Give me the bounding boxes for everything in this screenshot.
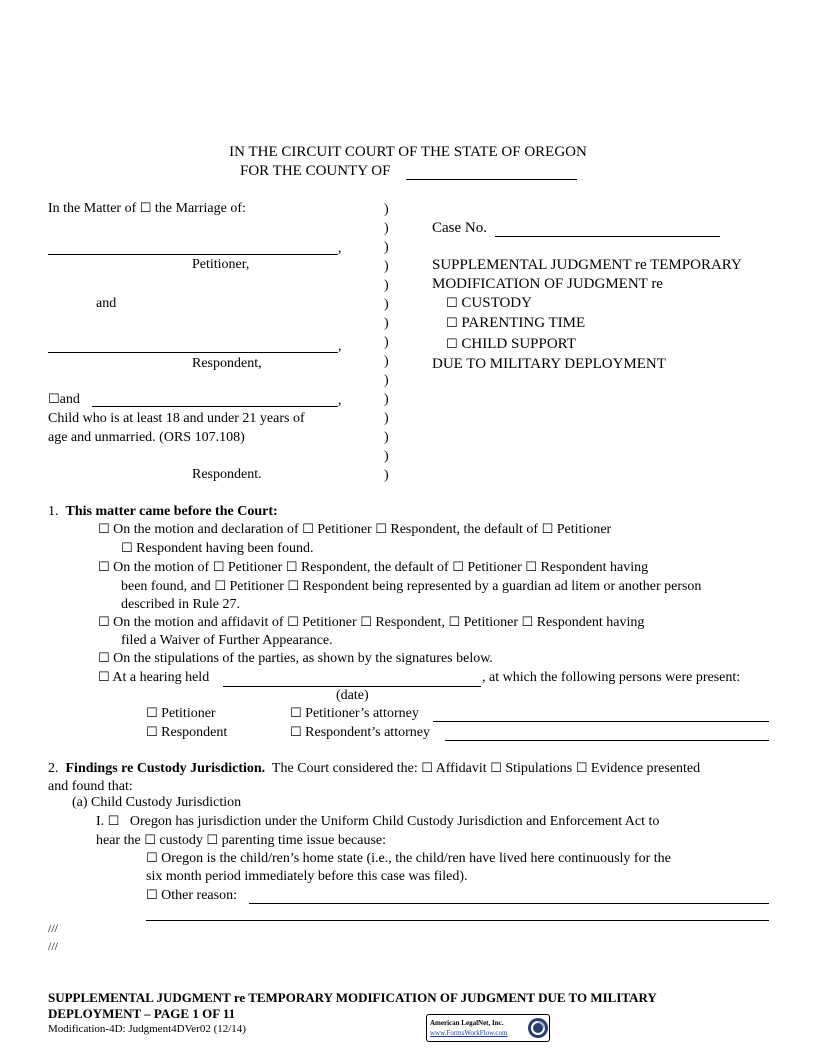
- footer-title-2: DEPLOYMENT – PAGE 1 OF 11: [48, 1006, 236, 1021]
- other-reason-blank[interactable]: [249, 903, 769, 904]
- checkbox[interactable]: ☐: [98, 560, 110, 575]
- checkbox[interactable]: ☐: [521, 615, 534, 630]
- section1-number: 1.: [48, 504, 59, 519]
- court-heading: IN THE CIRCUIT COURT OF THE STATE OF OREGON: [229, 144, 587, 160]
- checkbox[interactable]: ☐: [448, 615, 461, 630]
- respondent-attorney-blank[interactable]: [445, 740, 769, 741]
- child-name-blank[interactable]: [92, 406, 338, 407]
- present-petitioner-attorney: [290, 707, 419, 721]
- text: Petitioner: [302, 615, 357, 630]
- checkbox[interactable]: ☐: [98, 615, 110, 630]
- text: Stipulations: [505, 761, 573, 776]
- continuation-slashes: ///: [48, 939, 59, 953]
- case-no-blank[interactable]: [495, 236, 720, 237]
- text: custody: [159, 833, 203, 848]
- child-description-2: age and unmarried. (ORS 107.108): [48, 430, 245, 445]
- paren: ): [384, 221, 389, 236]
- text: Respondent’s attorney: [305, 725, 430, 740]
- respondent-name-blank[interactable]: [48, 352, 338, 353]
- checkbox[interactable]: ☐: [144, 833, 156, 848]
- text: Respondent, the default of: [300, 560, 449, 575]
- section2-title: Findings re Custody Jurisdiction.: [65, 761, 266, 776]
- text: parenting time issue because:: [221, 833, 387, 848]
- home-state-line: [146, 852, 671, 866]
- matter-checkbox[interactable]: ☐: [139, 201, 152, 216]
- s1-motion-declaration: [98, 523, 611, 537]
- text: Petitioner: [227, 560, 283, 575]
- text: Petitioner: [161, 706, 216, 721]
- support-label: CHILD SUPPORT: [461, 336, 576, 352]
- paren: ): [384, 297, 389, 312]
- text: Affidavit: [435, 761, 487, 776]
- date-caption: (date): [336, 688, 369, 703]
- text: Petitioner: [229, 579, 284, 594]
- text: Petitioner’s attorney: [305, 706, 419, 721]
- respondent-label: Respondent,: [192, 356, 262, 371]
- s1-motion-affidavit: [98, 616, 644, 630]
- text: The Court considered the:: [271, 761, 418, 776]
- text: Oregon is the child/ren’s home state (i.e., the child/ren have lived here continuously for the: [161, 851, 671, 866]
- paren: ): [384, 373, 389, 388]
- matter-suffix: the Marriage of:: [154, 201, 246, 216]
- footer-title-1: SUPPLEMENTAL JUDGMENT re TEMPORARY MODIFICATION OF JUDGMENT DUE TO MILITARY: [48, 990, 657, 1005]
- text: been found, and: [121, 579, 211, 594]
- text: Respondent being represented by a guardian ad litem or another person: [302, 579, 702, 594]
- found-that: and found that:: [48, 779, 133, 794]
- text: On the stipulations of the parties, as shown by the signatures below.: [113, 651, 493, 666]
- s1-motion-cont: [121, 580, 701, 594]
- checkbox[interactable]: ☐: [421, 761, 433, 776]
- child-description-1: Child who is at least 18 and under 21 years of: [48, 411, 305, 426]
- text: I.: [96, 814, 105, 829]
- text: Petitioner: [463, 615, 519, 630]
- checkbox[interactable]: ☐: [452, 560, 464, 575]
- home-state-cont: six month period immediately before this case was filed).: [146, 869, 468, 884]
- paren: ): [384, 354, 389, 369]
- paren: ): [384, 259, 389, 274]
- footer-form-id: Modification-4D: Judgment4DVer02 (12/14): [48, 1023, 246, 1035]
- paren: ): [384, 335, 389, 350]
- support-checkbox[interactable]: ☐: [446, 337, 458, 352]
- logo-url[interactable]: www.FormsWorkFlow.com: [430, 1029, 508, 1037]
- checkbox[interactable]: ☐: [98, 651, 110, 666]
- matter-prefix: In the Matter of: [48, 201, 137, 216]
- case-no-label: Case No.: [432, 220, 487, 236]
- text: On the motion and affidavit of: [113, 615, 284, 630]
- checkbox[interactable]: ☐: [212, 560, 225, 575]
- text: Respondent having been found.: [136, 541, 314, 556]
- jurisdiction-line: [96, 815, 659, 829]
- text: At a hearing held: [112, 670, 210, 685]
- respondent2-label: Respondent.: [192, 467, 262, 482]
- subsection-a: (a) Child Custody Jurisdiction: [72, 795, 242, 810]
- section1-heading: [48, 505, 278, 519]
- text: Petitioner: [556, 522, 612, 537]
- text: Respondent: [161, 725, 228, 740]
- text: Petitioner: [467, 560, 522, 575]
- s1-waiver: filed a Waiver of Further Appearance.: [121, 633, 333, 648]
- checkbox[interactable]: ☐: [490, 761, 502, 776]
- section1-title: This matter came before the Court:: [65, 504, 278, 519]
- checkbox[interactable]: ☐: [98, 522, 110, 537]
- child-checkbox[interactable]: ☐: [48, 392, 60, 407]
- text: Oregon has jurisdiction under the Uniform Child Custody Jurisdiction and Enforcement Act to: [129, 814, 660, 829]
- text: Respondent,: [375, 615, 445, 630]
- hear-line: [96, 834, 386, 848]
- judgment-title-3: DUE TO MILITARY DEPLOYMENT: [432, 356, 666, 372]
- s1-stipulations: [98, 652, 493, 666]
- checkbox[interactable]: ☐: [290, 706, 302, 721]
- option-parenting-time[interactable]: [446, 316, 585, 331]
- checkbox[interactable]: ☐: [575, 761, 588, 776]
- child-and-label: and: [59, 392, 80, 407]
- checkbox[interactable]: ☐: [146, 888, 158, 903]
- checkbox[interactable]: ☐: [302, 522, 314, 537]
- present-respondent: [146, 726, 227, 740]
- checkbox[interactable]: ☐: [214, 579, 226, 594]
- s1-motion-rule27: described in Rule 27.: [121, 597, 240, 612]
- s1-hearing-cont: , at which the following persons were present:: [482, 670, 741, 685]
- present-respondent-attorney: [290, 726, 430, 740]
- petitioner-name-blank[interactable]: [48, 254, 338, 255]
- paren: ): [384, 202, 389, 217]
- petitioner-comma: ,: [338, 241, 342, 256]
- respondent-comma: ,: [338, 339, 342, 354]
- text: hear the: [96, 833, 141, 848]
- s1-hearing: [98, 671, 209, 685]
- checkbox[interactable]: ☐: [287, 579, 300, 594]
- present-petitioner: [146, 707, 216, 721]
- text: Respondent having: [540, 560, 649, 575]
- petitioner-attorney-blank[interactable]: [433, 721, 769, 722]
- paren: ): [384, 392, 389, 407]
- paren: ): [384, 468, 389, 483]
- checkbox[interactable]: ☐: [146, 706, 158, 721]
- parenting-checkbox[interactable]: ☐: [446, 316, 458, 331]
- paren: ): [384, 430, 389, 445]
- checkbox[interactable]: ☐: [206, 833, 219, 848]
- paren: ): [384, 316, 389, 331]
- section2-number: 2.: [48, 761, 59, 776]
- and-label: and: [96, 296, 117, 311]
- text: Petitioner: [317, 522, 372, 537]
- matter-line: [48, 202, 246, 216]
- continuation-slashes: ///: [48, 921, 59, 935]
- paren: ): [384, 411, 389, 426]
- checkbox[interactable]: ☐: [121, 541, 133, 556]
- checkbox[interactable]: ☐: [107, 814, 120, 829]
- county-blank[interactable]: [406, 179, 577, 180]
- checkbox[interactable]: ☐: [525, 560, 537, 575]
- text: Evidence presented: [590, 761, 701, 776]
- checkbox[interactable]: ☐: [146, 725, 158, 740]
- judgment-title-1: SUPPLEMENTAL JUDGMENT re TEMPORARY: [432, 257, 742, 273]
- s1-motion: [98, 561, 648, 575]
- text: Other reason:: [161, 888, 237, 903]
- judgment-title-2: MODIFICATION OF JUDGMENT re: [432, 276, 663, 292]
- hearing-date-blank[interactable]: [223, 686, 481, 687]
- checkbox[interactable]: ☐: [98, 670, 110, 685]
- checkbox[interactable]: ☐: [290, 725, 302, 740]
- petitioner-label: Petitioner,: [192, 257, 250, 272]
- parenting-label: PARENTING TIME: [461, 315, 586, 331]
- text: Respondent having: [536, 615, 645, 630]
- s1-motion-declaration-cont: [121, 542, 313, 556]
- checkbox[interactable]: ☐: [360, 615, 372, 630]
- checkbox[interactable]: ☐: [287, 615, 299, 630]
- county-label: FOR THE COUNTY OF: [240, 163, 391, 179]
- option-child-support[interactable]: [446, 337, 576, 352]
- checkbox[interactable]: ☐: [146, 851, 158, 866]
- child-comma: ,: [338, 393, 342, 408]
- paren: ): [384, 278, 389, 293]
- paren: ): [384, 449, 389, 464]
- text: On the motion and declaration of: [113, 522, 299, 537]
- other-reason-blank-2[interactable]: [146, 920, 769, 921]
- paren: ): [384, 240, 389, 255]
- legalnet-logo: [426, 1014, 550, 1042]
- section2-heading: [48, 762, 700, 776]
- checkbox[interactable]: ☐: [375, 522, 387, 537]
- custody-label: CUSTODY: [461, 295, 532, 311]
- custody-checkbox[interactable]: ☐: [446, 296, 458, 311]
- text: On the motion of: [113, 560, 210, 575]
- logo-name: American LegalNet, Inc.: [430, 1019, 504, 1027]
- other-reason-line: [146, 889, 237, 903]
- checkbox[interactable]: ☐: [285, 560, 298, 575]
- option-custody[interactable]: [446, 296, 532, 311]
- text: Respondent, the default of: [390, 522, 539, 537]
- child-and-line: [48, 393, 80, 407]
- checkbox[interactable]: ☐: [541, 522, 554, 537]
- globe-icon: [527, 1017, 549, 1039]
